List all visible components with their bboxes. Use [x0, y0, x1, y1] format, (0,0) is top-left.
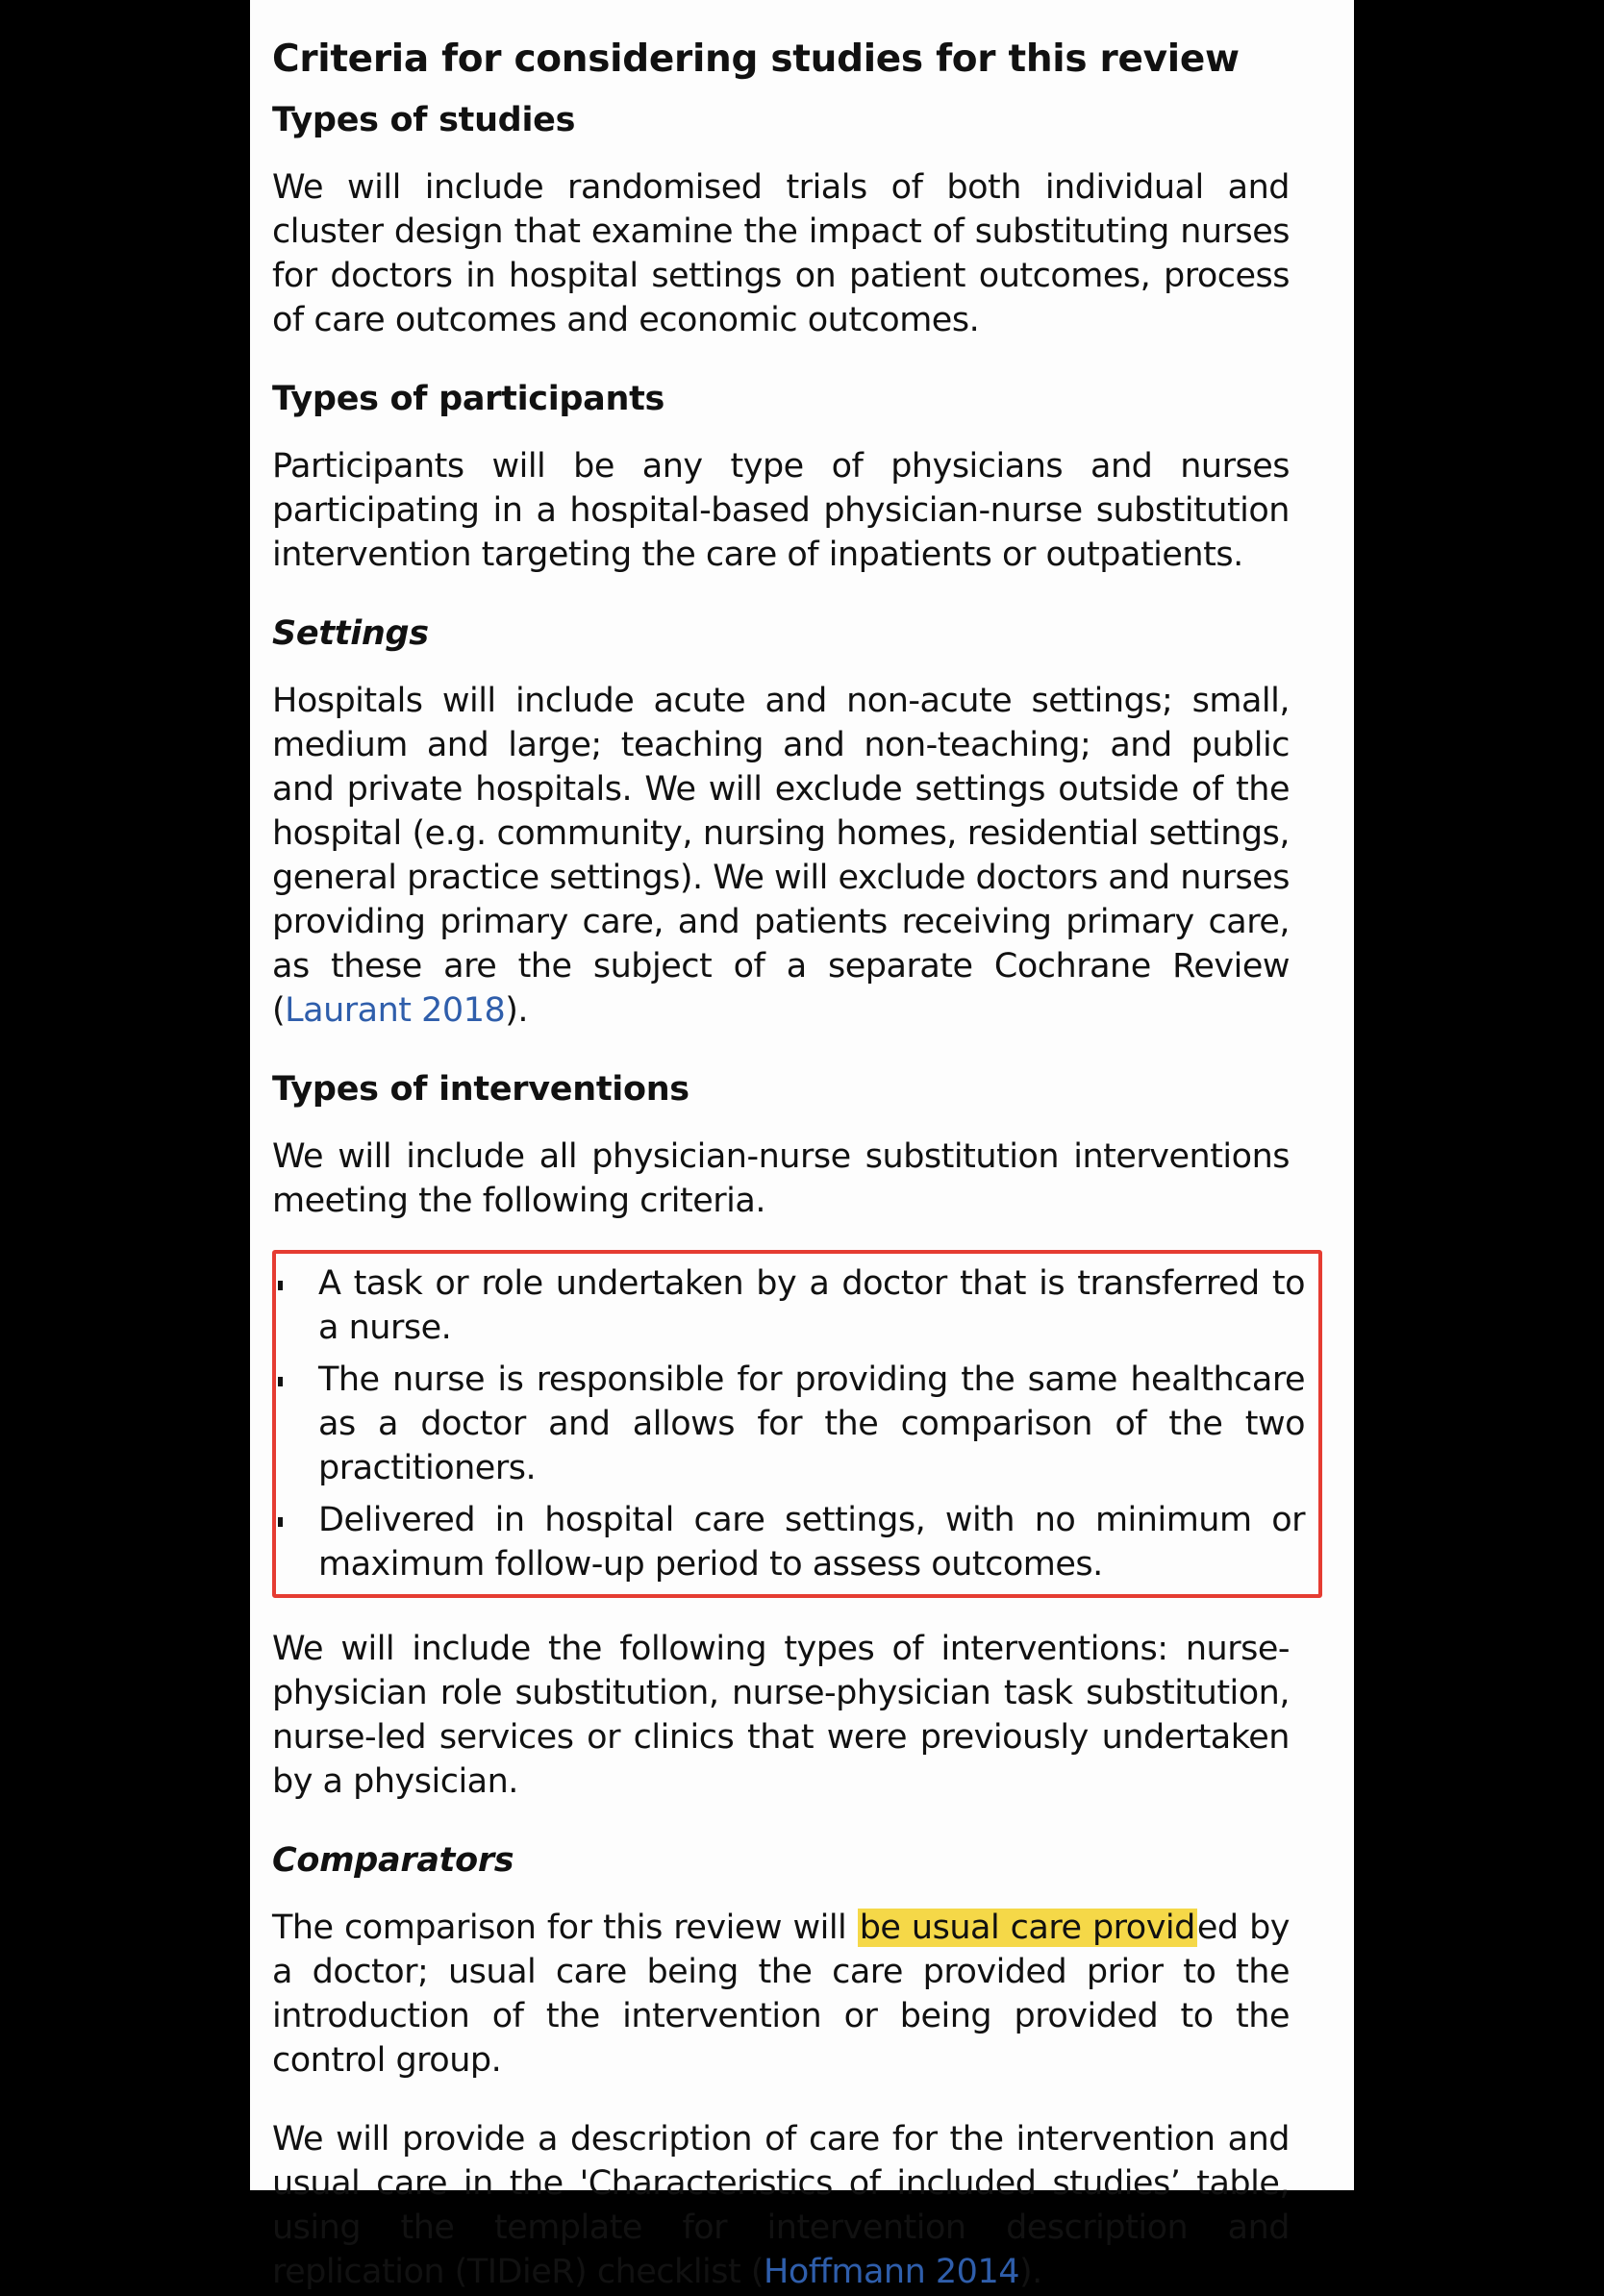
care-description-body: We will provide a description of care for the intervention and usual care in the 'Characteristics of included studies’ table, using the template for intervention description and replication (TIDieR) checklist ( — [272, 2120, 1290, 2291]
types-of-participants-text: Participants will be any type of physicians and nurses participating in a hospital-based physician-nurse substitution intervention targeting the care of inpatients or outpatients. — [272, 447, 1290, 574]
laurant-2018-link[interactable]: Laurant 2018 — [285, 991, 506, 1030]
highlighted-text: be usual care provid — [859, 1909, 1195, 1947]
criteria-item — [318, 1498, 1305, 1586]
interventions-intro: We will include all physician-nurse substitution interventions meeting the following criteria. — [272, 1137, 1290, 1220]
criteria-item — [318, 1261, 1305, 1350]
care-description-text — [272, 2117, 1290, 2294]
criteria-item-text: A task or role undertaken by a doctor that is transferred to a nurse. — [318, 1264, 1305, 1347]
comparators-text — [272, 1906, 1290, 2083]
criteria-highlight-box — [272, 1250, 1322, 1598]
comparators-text-end: ed by a doctor; usual care being the care provided prior to the introduction of the intervention or being provided to the control group. — [272, 1909, 1290, 2080]
document-page — [250, 0, 1354, 2291]
care-description-end: ). — [1018, 2253, 1042, 2291]
bullet-icon — [278, 1377, 283, 1386]
criteria-item — [318, 1358, 1305, 1490]
settings-text-body: Hospitals will include acute and non-acute settings; small, medium and large; teaching and non-teaching; and public and private hospitals. We will exclude settings outside of the hospital (e.g. community, nursing homes, residential settings, general practice settings). We will exclude doctors and nurses providing primary care, and patients receiving primary care, as these are the subject of a separate Cochrane Review ( — [272, 682, 1290, 1030]
hoffmann-2014-link[interactable]: Hoffmann 2014 — [764, 2253, 1019, 2291]
types-of-studies-text: We will include randomised trials of both individual and cluster design that examine the impact of substituting nurses for doctors in hospital settings on patient outcomes, process of care outcomes and economic outcomes. — [272, 168, 1290, 339]
types-of-studies-heading: Types of studies — [272, 101, 576, 139]
section-title: Criteria for considering studies for this review — [272, 37, 1240, 81]
settings-text-end: ). — [505, 991, 529, 1030]
types-of-participants-heading: Types of participants — [272, 380, 665, 418]
bullet-icon — [278, 1517, 283, 1527]
interventions-types-text: We will include the following types of interventions: nurse-physician role substitution, nurse-physician task substitution, nurse-led services or clinics that were previously undertaken by a physician. — [272, 1630, 1290, 1801]
bullet-icon — [278, 1281, 283, 1290]
comparators-text-start: The comparison for this review will — [272, 1909, 858, 1947]
comparators-heading: Comparators — [272, 1841, 514, 1880]
types-of-interventions-heading: Types of interventions — [272, 1070, 689, 1109]
settings-text — [272, 679, 1290, 1033]
criteria-list — [318, 1261, 1305, 1586]
settings-heading: Settings — [272, 614, 429, 653]
criteria-item-text: The nurse is responsible for providing the same healthcare as a doctor and allows for the comparison of the two practitioners. — [318, 1360, 1305, 1487]
criteria-item-text: Delivered in hospital care settings, with no minimum or maximum follow-up period to assess outcomes. — [318, 1501, 1305, 1584]
